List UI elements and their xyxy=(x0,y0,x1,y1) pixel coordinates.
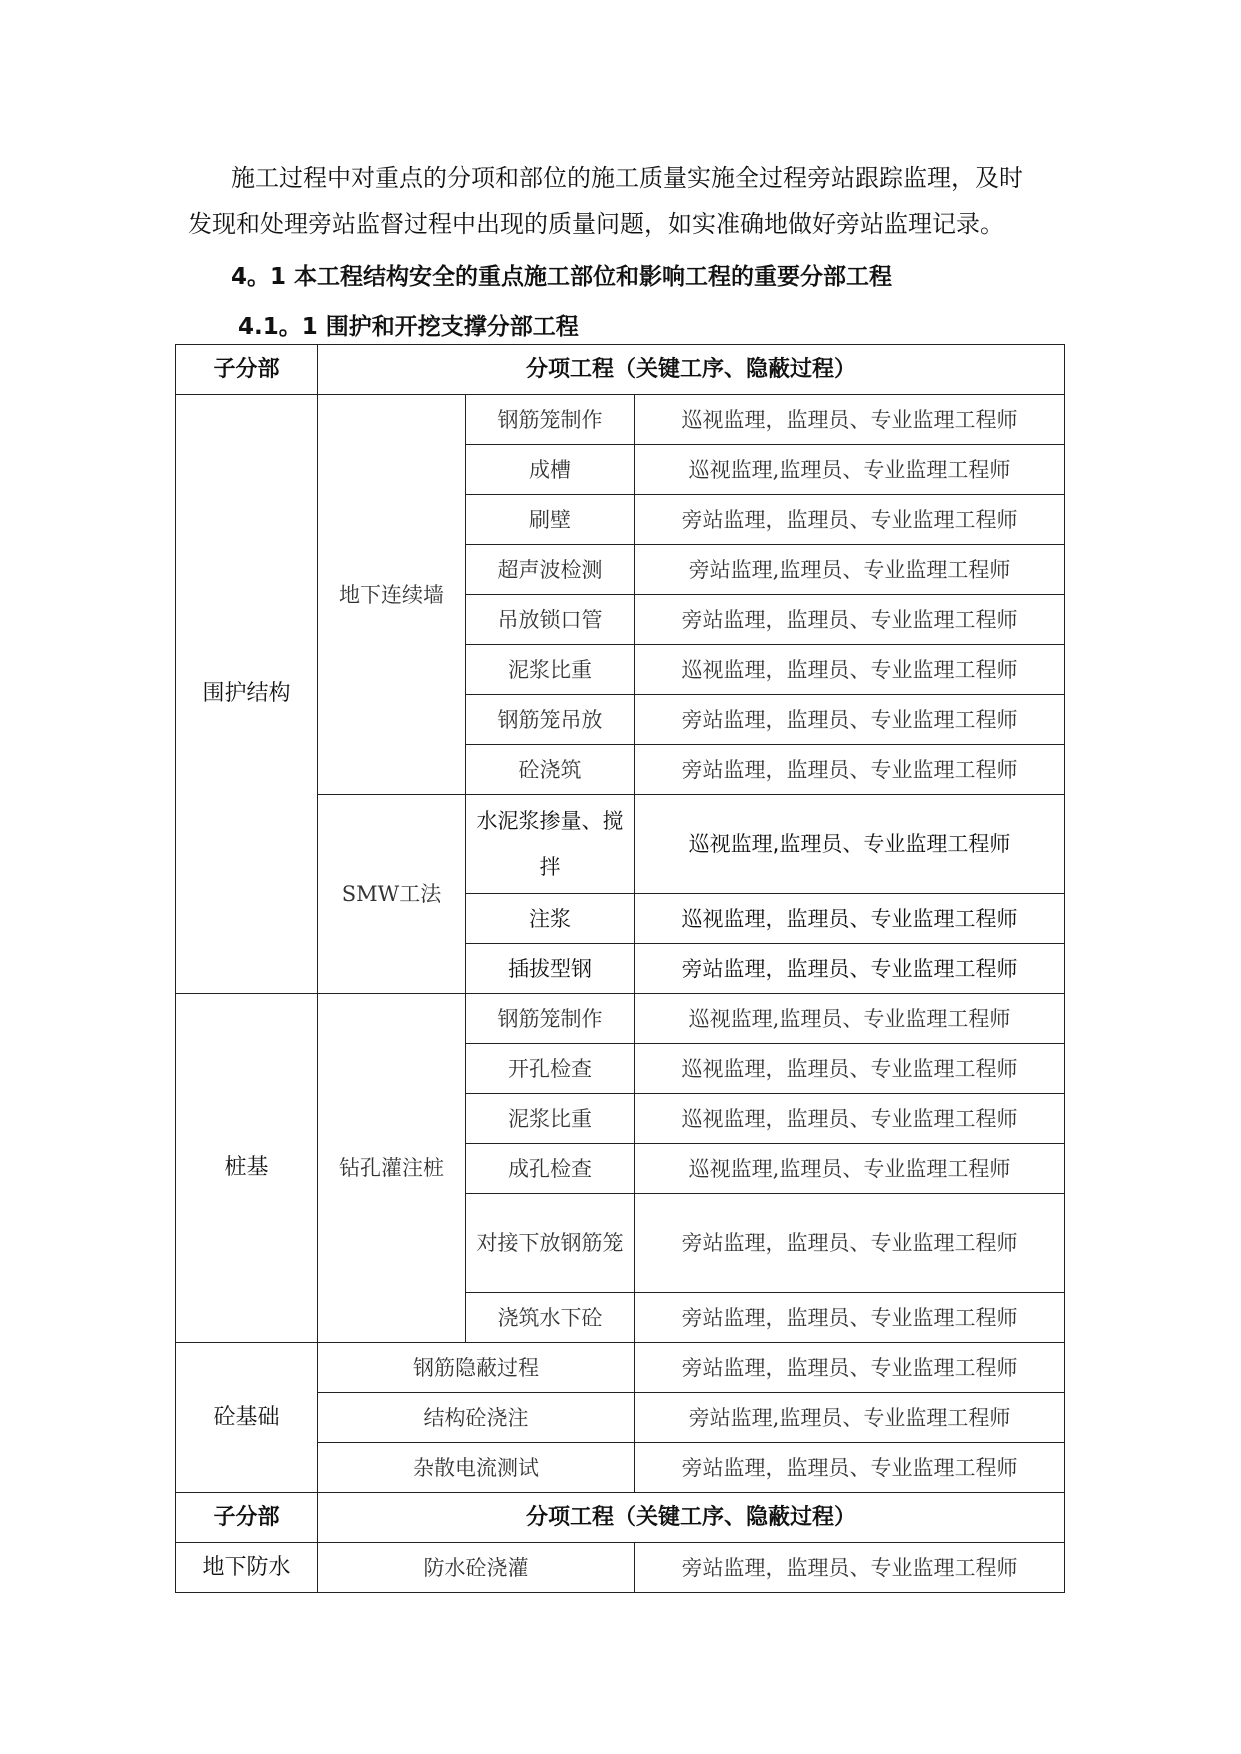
subgroup-smw-label: SMW工法 xyxy=(318,795,466,994)
note-cell: 旁站监理，监理员、专业监理工程师 xyxy=(635,1443,1065,1493)
note-cell: 旁站监理，监理员、专业监理工程师 xyxy=(635,595,1065,645)
table-row xyxy=(176,1543,1065,1593)
item-cell: 钢筋隐蔽过程 xyxy=(318,1343,635,1393)
item-cell: 刷壁 xyxy=(466,495,635,545)
note-cell: 巡视监理，监理员、专业监理工程师 xyxy=(635,1094,1065,1144)
note-cell: 巡视监理,监理员、专业监理工程师 xyxy=(635,445,1065,495)
note-cell: 旁站监理，监理员、专业监理工程师 xyxy=(635,745,1065,795)
section-heading-4-1: 4。1 本工程结构安全的重点施工部位和影响工程的重要分部工程 xyxy=(231,264,893,290)
note-cell: 旁站监理，监理员、专业监理工程师 xyxy=(635,495,1065,545)
note-cell: 巡视监理，监理员、专业监理工程师 xyxy=(635,645,1065,695)
item-cell: 防水砼浇灌 xyxy=(318,1543,635,1593)
note-cell: 巡视监理,监理员、专业监理工程师 xyxy=(635,994,1065,1044)
note-cell: 巡视监理，监理员、专业监理工程师 xyxy=(635,894,1065,944)
item-cell: 钢筋笼制作 xyxy=(466,994,635,1044)
table-header-row xyxy=(176,1493,1065,1543)
header-subdivision: 子分部 xyxy=(176,345,318,395)
table-row xyxy=(176,395,1065,445)
item-cell: 泥浆比重 xyxy=(466,1094,635,1144)
item-cell: 钢筋笼制作 xyxy=(466,395,635,445)
table-header-row xyxy=(176,345,1065,395)
subgroup-zkgzz-label: 钻孔灌注桩 xyxy=(318,994,466,1343)
note-cell: 旁站监理，监理员、专业监理工程师 xyxy=(635,1194,1065,1293)
supervision-table xyxy=(175,344,1065,1593)
intro-line-1: 施工过程中对重点的分项和部位的施工质量实施全过程旁站跟踪监理，及时 xyxy=(231,164,1023,192)
item-cell: 结构砼浇注 xyxy=(318,1393,635,1443)
note-cell: 旁站监理，监理员、专业监理工程师 xyxy=(635,1343,1065,1393)
subgroup-dxlxq-label: 地下连续墙 xyxy=(318,395,466,795)
table-row xyxy=(176,1343,1065,1393)
item-cell: 对接下放钢筋笼 xyxy=(466,1194,635,1293)
intro-line-2: 发现和处理旁站监督过程中出现的质量问题，如实准确地做好旁站监理记录。 xyxy=(188,210,1004,238)
group-tongjichu-label: 砼基础 xyxy=(176,1343,318,1493)
item-cell: 砼浇筑 xyxy=(466,745,635,795)
note-cell: 旁站监理，监理员、专业监理工程师 xyxy=(635,1543,1065,1593)
note-cell: 旁站监理，监理员、专业监理工程师 xyxy=(635,1293,1065,1343)
header-items: 分项工程（关键工序、隐蔽过程） xyxy=(318,345,1065,395)
item-cell: 成槽 xyxy=(466,445,635,495)
item-cell: 钢筋笼吊放 xyxy=(466,695,635,745)
item-cell: 注浆 xyxy=(466,894,635,944)
group-zhuangji-label: 桩基 xyxy=(176,994,318,1343)
note-cell: 巡视监理，监理员、专业监理工程师 xyxy=(635,395,1065,445)
item-cell: 超声波检测 xyxy=(466,545,635,595)
note-cell: 巡视监理,监理员、专业监理工程师 xyxy=(635,795,1065,894)
note-cell: 旁站监理，监理员、专业监理工程师 xyxy=(635,695,1065,745)
item-cell: 成孔检查 xyxy=(466,1144,635,1194)
note-cell: 巡视监理，监理员、专业监理工程师 xyxy=(635,1044,1065,1094)
item-cell: 开孔检查 xyxy=(466,1044,635,1094)
item-cell: 插拔型钢 xyxy=(466,944,635,994)
note-cell: 旁站监理,监理员、专业监理工程师 xyxy=(635,545,1065,595)
item-cell: 泥浆比重 xyxy=(466,645,635,695)
note-cell: 巡视监理,监理员、专业监理工程师 xyxy=(635,1144,1065,1194)
item-cell: 吊放锁口管 xyxy=(466,595,635,645)
item-cell: 水泥浆掺量、搅拌 xyxy=(466,795,635,894)
group-weihu-label: 围护结构 xyxy=(176,395,318,994)
intro-paragraph xyxy=(188,155,1068,247)
table-row xyxy=(176,994,1065,1044)
note-cell: 旁站监理,监理员、专业监理工程师 xyxy=(635,1393,1065,1443)
item-cell: 浇筑水下砼 xyxy=(466,1293,635,1343)
item-cell: 杂散电流测试 xyxy=(318,1443,635,1493)
note-cell: 旁站监理，监理员、专业监理工程师 xyxy=(635,944,1065,994)
header-items: 分项工程（关键工序、隐蔽过程） xyxy=(318,1493,1065,1543)
subsection-heading-4-1-1: 4.1。1 围护和开挖支撑分部工程 xyxy=(238,314,579,340)
header-subdivision: 子分部 xyxy=(176,1493,318,1543)
group-fangshui-label: 地下防水 xyxy=(176,1543,318,1593)
